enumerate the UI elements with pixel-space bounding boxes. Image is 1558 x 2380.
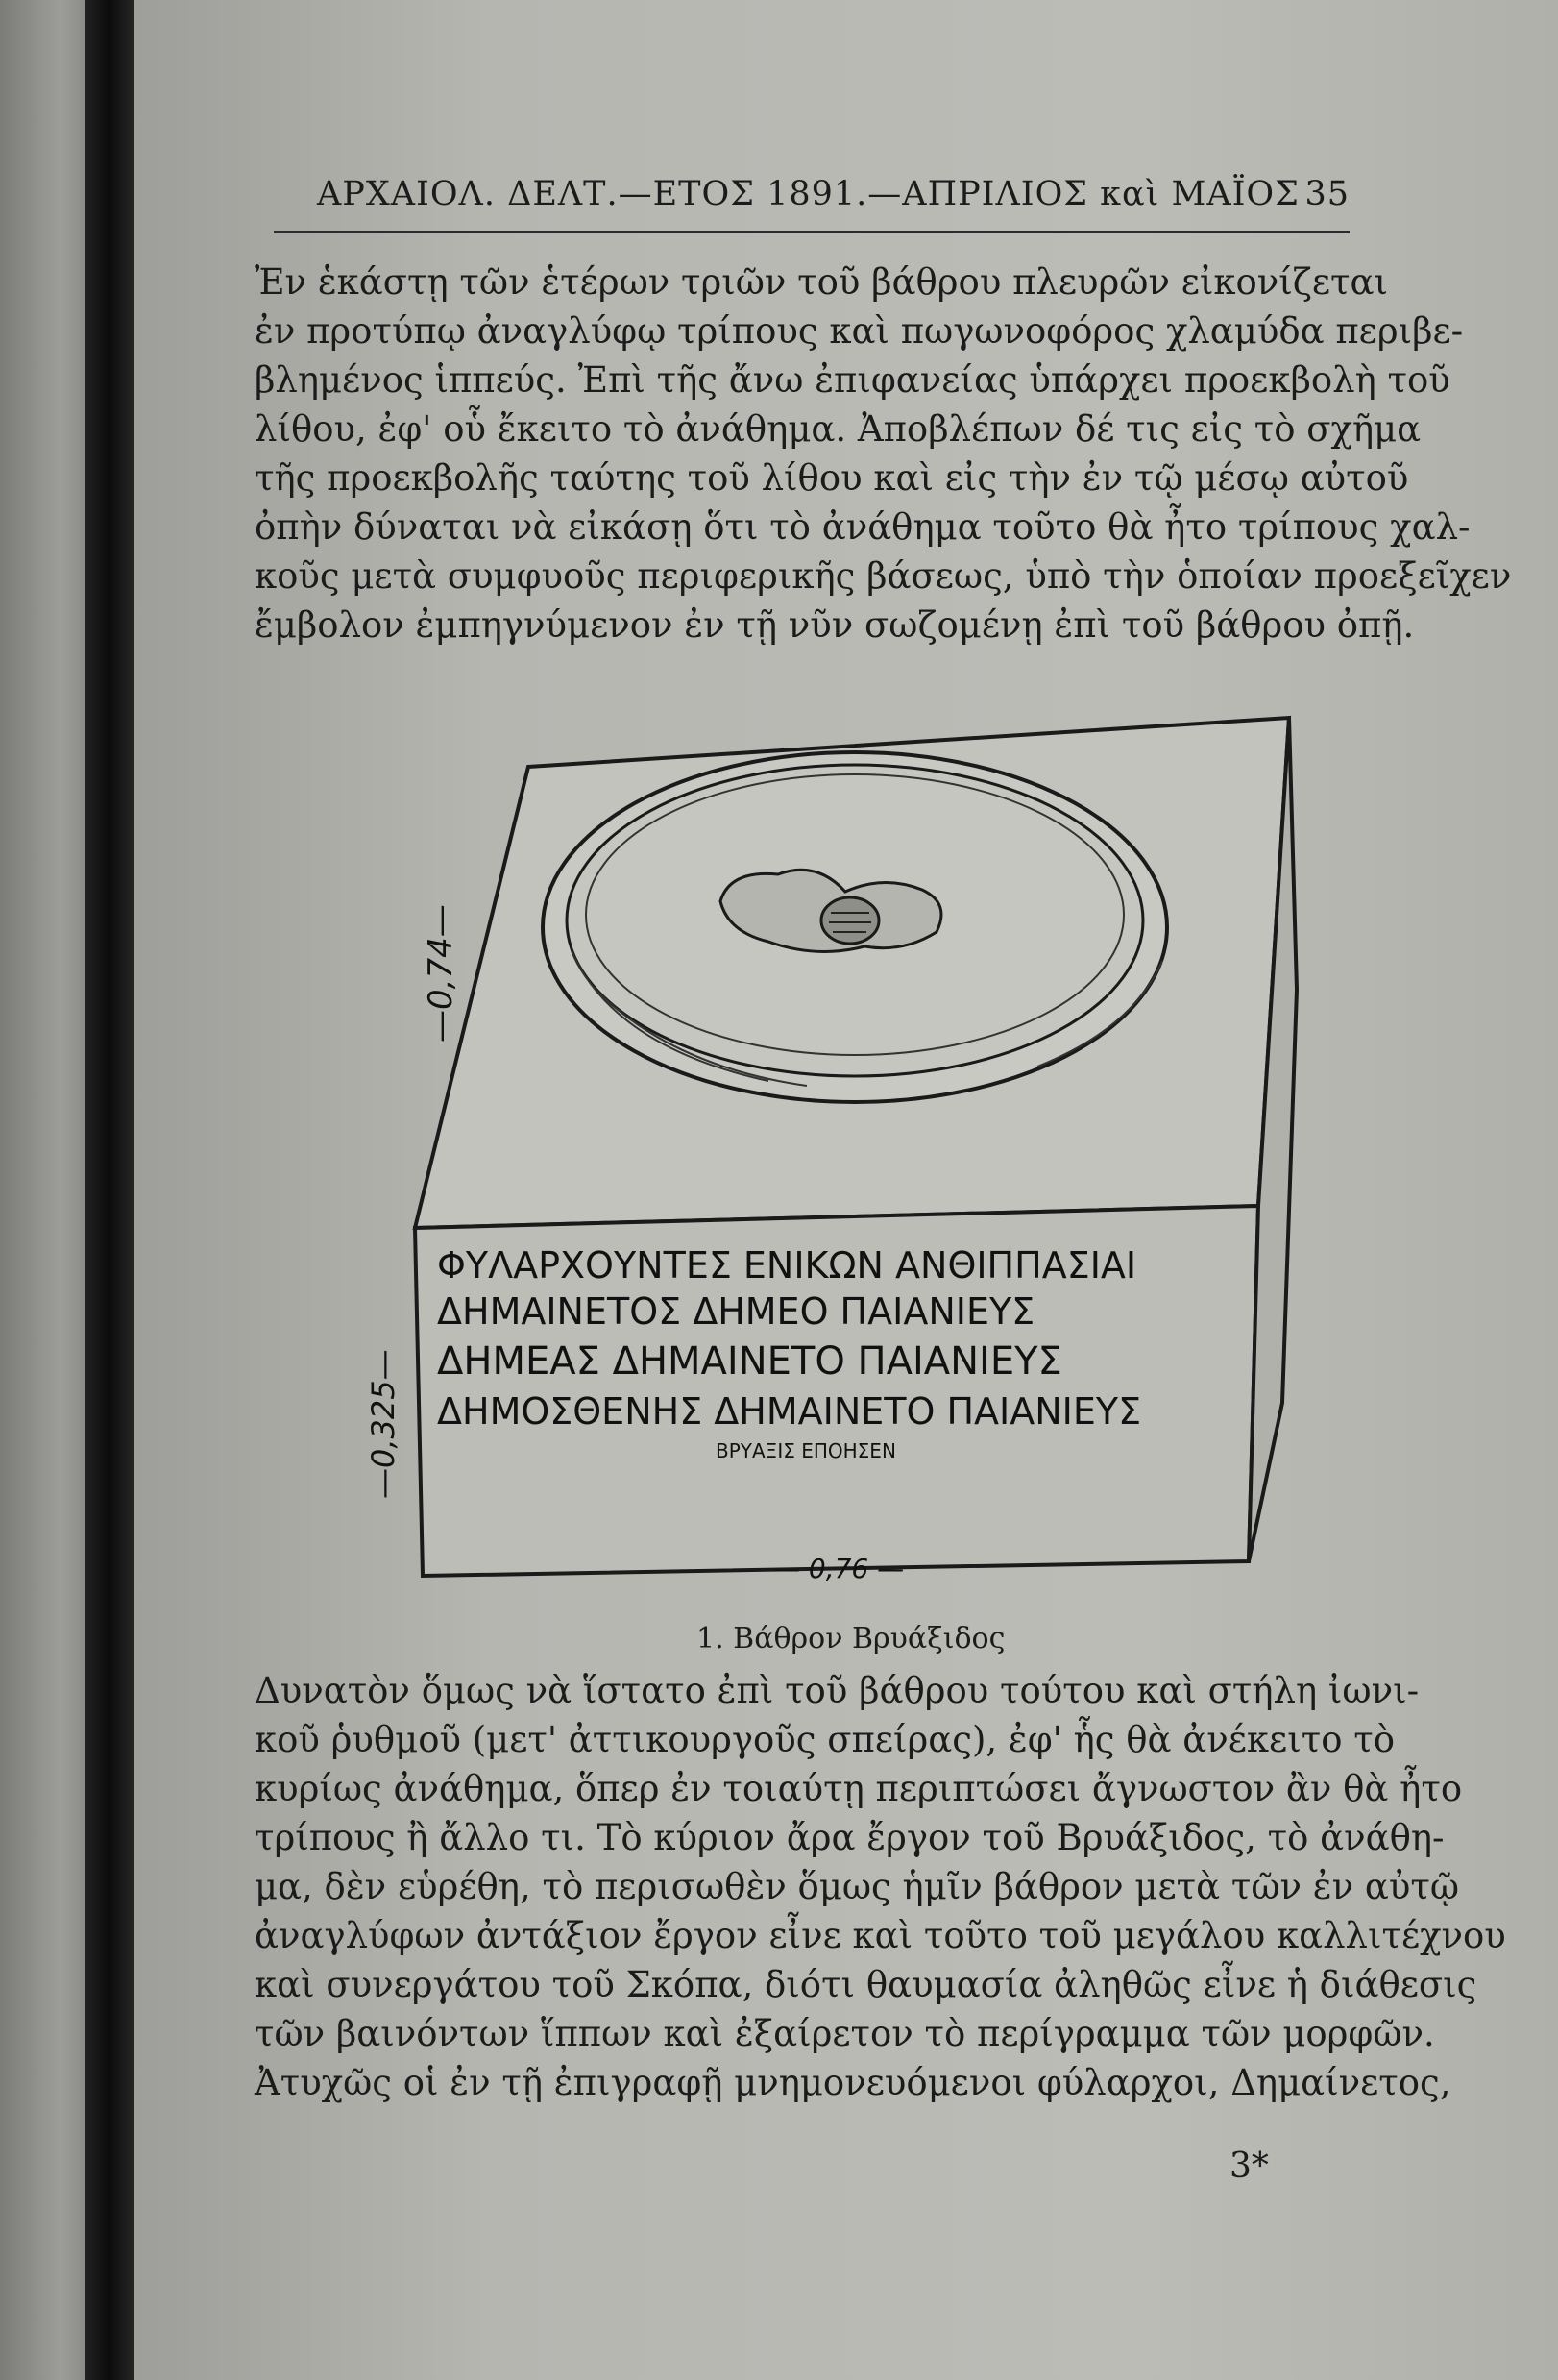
running-header: [317, 175, 1350, 213]
text-line: τρίπους ἢ ἄλλο τι. Τὸ κύριον ἄρα ἔργον τοῦ Βρυάξιδος, τὸ ἀνάθη-: [255, 1817, 1445, 1858]
depth-dimension: —0,74—: [422, 904, 460, 1043]
text-line: κοῦ ῥυθμοῦ (μετ' ἀττικουργοῦς σπείρας), ἐφ' ἧς θὰ ἀνέκειτο τὸ: [255, 1719, 1395, 1760]
running-title: ΑΡΧΑΙΟΛ. ΔΕΛΤ.—ΕΤΟΣ 1891.—ΑΠΡΙΛΙΟΣ καὶ ΜΑΪΟΣ: [317, 175, 1300, 213]
text-line: καὶ συνεργάτου τοῦ Σκόπα, διότι θαυμασία ἀληθῶς εἶνε ἡ διάθεσις: [255, 1964, 1477, 2005]
inscription-line: ΦΥΛΑΡΧΟΥΝΤΕΣ ΕΝΙΚΩΝ ΑΝΘΙΠΠΑΣΙΑΙ: [437, 1244, 1137, 1287]
text-line: ἀναγλύφων ἀντάξιον ἔργον εἶνε καὶ τοῦτο τοῦ μεγάλου καλλιτέχνου: [255, 1915, 1506, 1956]
inscription-line: ΔΗΜΑΙΝΕΤΟΣ ΔΗΜΕΟ ΠΑΙΑΝΙΕΥΣ: [437, 1290, 1035, 1333]
inscription-line: ΔΗΜΟΣΘΕΝΗΣ ΔΗΜΑΙΝΕΤΟ ΠΑΙΑΝΙΕΥΣ: [437, 1390, 1142, 1433]
text-line: κυρίως ἀνάθημα, ὅπερ ἐν τοιαύτῃ περιπτώσει ἄγνωστον ἂν θὰ ἦτο: [255, 1768, 1463, 1809]
text-line: Δυνατὸν ὅμως νὰ ἵστατο ἐπὶ τοῦ βάθρου τούτου καὶ στήλη ἰωνι-: [255, 1670, 1420, 1711]
text-line: ὀπὴν δύναται νὰ εἰκάσῃ ὅτι τὸ ἀνάθημα τοῦτο θὰ ἦτο τρίπους χαλ-: [255, 506, 1471, 548]
inscription-line: ΔΗΜΕΑΣ ΔΗΜΑΙΝΕΤΟ ΠΑΙΑΝΙΕΥΣ: [437, 1339, 1062, 1384]
facing-page-edge: [0, 0, 86, 2380]
text-line: Ἐν ἑκάστῃ τῶν ἑτέρων τριῶν τοῦ βάθρου πλευρῶν εἰκονίζεται: [255, 261, 1388, 303]
paragraph-top: [255, 258, 1512, 650]
socket-hole: [821, 897, 879, 944]
base-illustration: [365, 701, 1345, 1614]
header-rule: [274, 231, 1350, 233]
sculptor-signature: ΒΡΥΑΞΙΣ ΕΠΟΗΣΕΝ: [716, 1439, 896, 1462]
book-gutter: [85, 0, 134, 2380]
text-line: μα, δὲν εὑρέθη, τὸ περισωθὲν ὅμως ἡμῖν βάθρον μετὰ τῶν ἐν αὐτῷ: [255, 1866, 1459, 1907]
paragraph-bottom: [255, 1666, 1506, 2107]
text-line: τῶν βαινόντων ἵππων καὶ ἐξαίρετον τὸ περίγραμμα τῶν μορφῶν.: [255, 2013, 1435, 2054]
width-dimension: — 0,76 —: [773, 1553, 905, 1584]
page-number: 35: [1304, 175, 1350, 213]
figure-caption: 1. Βάθρον Βρυάξιδος: [696, 1622, 1006, 1656]
height-dimension: —0,325—: [365, 1349, 402, 1499]
text-line: κοῦς μετὰ συμφυοῦς περιφερικῆς βάσεως, ὑπὸ τὴν ὁποίαν προεξεῖχεν: [255, 555, 1512, 597]
text-line: Ἀτυχῶς οἱ ἐν τῇ ἐπιγραφῇ μνημονευόμενοι φύλαρχοι, Δημαίνετος,: [255, 2062, 1451, 2103]
text-line: λίθου, ἐφ' οὗ ἔκειτο τὸ ἀνάθημα. Ἀποβλέπων δέ τις εἰς τὸ σχῆμα: [255, 408, 1422, 450]
text-line: ἐν προτύπῳ ἀναγλύφῳ τρίπους καὶ πωγωνοφόρος χλαμύδα περιβε-: [255, 310, 1464, 352]
text-line: ἔμβολον ἐμπηγνύμενον ἐν τῇ νῦν σωζομένῃ ἐπὶ τοῦ βάθρου ὀπῇ.: [255, 604, 1415, 646]
signature-mark: 3*: [1229, 2147, 1269, 2186]
text-line: βλημένος ἱππεύς. Ἐπὶ τῆς ἄνω ἐπιφανείας ὑπάρχει προεκβολὴ τοῦ: [255, 359, 1450, 401]
text-line: τῆς προεκβολῆς ταύτης τοῦ λίθου καὶ εἰς τὴν ἐν τῷ μέσῳ αὐτοῦ: [255, 457, 1409, 499]
